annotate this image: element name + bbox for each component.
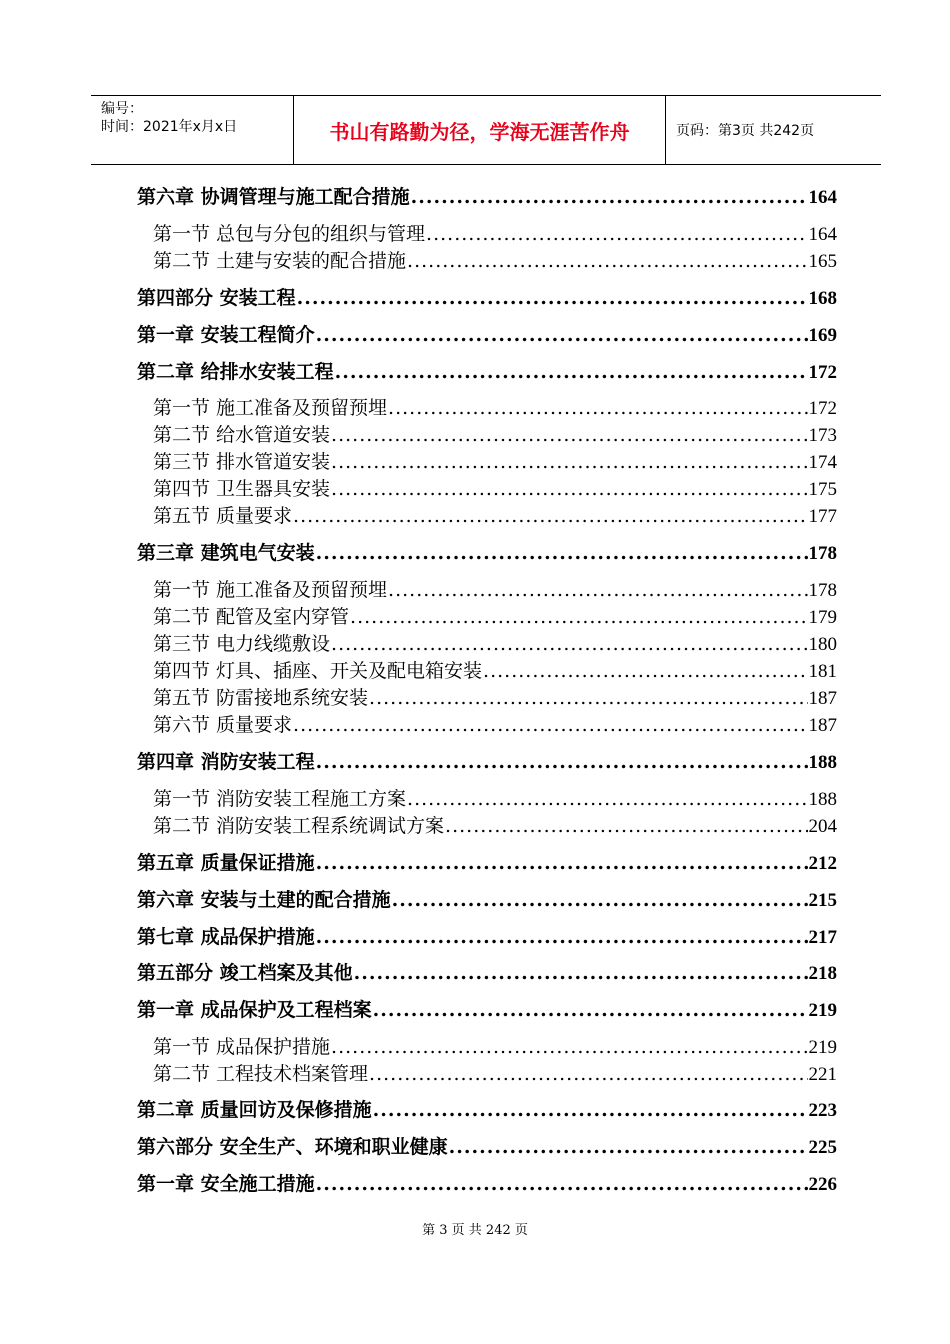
toc-chapter-entry[interactable] — [137, 1132, 837, 1159]
toc-section-entry[interactable] — [137, 784, 837, 811]
toc-entry-title: 第一节 消防安装工程施工方案 — [153, 788, 407, 810]
toc-entry-title: 第六章 安装与土建的配合措施 — [137, 889, 391, 911]
toc-chapter-entry[interactable] — [137, 922, 837, 949]
toc-chapter-entry[interactable] — [137, 747, 837, 774]
toc-leader-dots — [426, 223, 807, 245]
toc-entry-page: 219 — [808, 1037, 837, 1058]
toc-entry-title: 第六节 质量要求 — [153, 714, 293, 736]
page-header — [91, 95, 881, 165]
toc-leader-dots — [373, 1099, 808, 1121]
toc-entry-title: 第五章 质量保证措施 — [137, 852, 315, 874]
toc-entry-page: 218 — [808, 963, 837, 984]
toc-chapter-entry[interactable] — [137, 357, 837, 384]
toc-leader-dots — [331, 451, 807, 473]
toc-entry-title: 第五节 质量要求 — [153, 505, 293, 527]
toc-entry-page: 212 — [808, 853, 837, 874]
toc-entry-page: 219 — [808, 1000, 837, 1021]
toc-leader-dots — [369, 1063, 807, 1085]
toc-section-entry[interactable] — [137, 656, 837, 683]
toc-chapter-entry[interactable] — [137, 320, 837, 347]
toc-section-entry[interactable] — [137, 683, 837, 710]
toc-section-entry[interactable] — [137, 447, 837, 474]
toc-leader-dots — [331, 1036, 807, 1058]
toc-section-entry[interactable] — [137, 811, 837, 838]
toc-entry-title: 第一节 成品保护措施 — [153, 1036, 331, 1058]
toc-leader-dots — [297, 287, 808, 309]
toc-entry-title: 第二章 质量回访及保修措施 — [137, 1099, 372, 1121]
toc-entry-title: 第三节 排水管道安装 — [153, 451, 331, 473]
toc-section-entry[interactable] — [137, 474, 837, 501]
toc-leader-dots — [316, 324, 808, 346]
toc-entry-page: 172 — [808, 362, 837, 383]
toc-entry-title: 第五部分 竣工档案及其他 — [137, 962, 353, 984]
toc-entry-page: 223 — [808, 1100, 837, 1121]
toc-entry-title: 第二节 配管及室内穿管 — [153, 606, 350, 628]
toc-entry-title: 第一章 安装工程简介 — [137, 324, 315, 346]
toc-entry-title: 第二节 给水管道安装 — [153, 424, 331, 446]
toc-leader-dots — [293, 714, 807, 736]
toc-leader-dots — [388, 579, 807, 601]
toc-entry-page: 177 — [808, 506, 837, 527]
toc-entry-title: 第一节 施工准备及预留预埋 — [153, 397, 388, 419]
header-motto — [294, 96, 666, 164]
toc-entry-title: 第一章 安全施工措施 — [137, 1173, 315, 1195]
toc-entry-page: 179 — [808, 607, 837, 628]
toc-entry-page: 188 — [808, 752, 837, 773]
toc-entry-page: 172 — [808, 398, 837, 419]
toc-chapter-entry[interactable] — [137, 885, 837, 912]
toc-section-entry[interactable] — [137, 710, 837, 737]
header-page-label: 页码：第3页 共242页 — [676, 123, 815, 139]
header-page-info — [666, 96, 881, 164]
toc-leader-dots — [354, 962, 808, 984]
toc-entry-title: 第六部分 安全生产、环境和职业健康 — [137, 1136, 448, 1158]
toc-entry-title: 第四节 卫生器具安装 — [153, 478, 331, 500]
toc-entry-page: 187 — [808, 688, 837, 709]
toc-entry-page: 168 — [808, 288, 837, 309]
toc-section-entry[interactable] — [137, 501, 837, 528]
toc-entry-page: 187 — [808, 715, 837, 736]
header-time-label: 时间：2021年x月x日 — [101, 119, 238, 135]
toc-entry-page: 226 — [808, 1174, 837, 1195]
toc-leader-dots — [293, 505, 807, 527]
toc-entry-title: 第三章 建筑电气安装 — [137, 542, 315, 564]
toc-entry-page: 164 — [808, 224, 837, 245]
toc-entry-page: 188 — [808, 789, 837, 810]
toc-entry-title: 第四节 灯具、插座、开关及配电箱安装 — [153, 660, 483, 682]
toc-entry-title: 第二节 土建与安装的配合措施 — [153, 250, 407, 272]
toc-entry-title: 第二节 工程技术档案管理 — [153, 1063, 369, 1085]
toc-section-entry[interactable] — [137, 420, 837, 447]
toc-entry-page: 169 — [808, 325, 837, 346]
toc-leader-dots — [316, 751, 808, 773]
toc-leader-dots — [335, 361, 808, 383]
toc-section-entry[interactable] — [137, 629, 837, 656]
toc-leader-dots — [392, 889, 808, 911]
toc-leader-dots — [388, 397, 807, 419]
toc-leader-dots — [331, 633, 807, 655]
toc-leader-dots — [316, 852, 808, 874]
header-motto-text: 书山有路勤为径，学海无涯苦作舟 — [329, 119, 630, 144]
page-footer: 第 3 页 共 242 页 — [422, 1223, 528, 1238]
toc-leader-dots — [316, 1173, 808, 1195]
toc-entry-page: 217 — [808, 927, 837, 948]
toc-leader-dots — [445, 815, 807, 837]
toc-chapter-entry[interactable] — [137, 995, 837, 1022]
toc-entry-page: 164 — [808, 187, 837, 208]
toc-entry-page: 175 — [808, 479, 837, 500]
header-number-label: 编号： — [101, 101, 143, 117]
toc-entry-page: 178 — [808, 543, 837, 564]
toc-entry-title: 第三节 电力线缆敷设 — [153, 633, 331, 655]
toc-entry-title: 第一节 施工准备及预留预埋 — [153, 579, 388, 601]
toc-leader-dots — [331, 478, 807, 500]
header-meta — [91, 96, 294, 164]
toc-section-entry[interactable] — [137, 575, 837, 602]
toc-entry-title: 第四部分 安装工程 — [137, 287, 296, 309]
toc-section-entry[interactable] — [137, 219, 837, 246]
toc-entry-title: 第一节 总包与分包的组织与管理 — [153, 223, 426, 245]
toc-entry-title: 第四章 消防安装工程 — [137, 751, 315, 773]
toc-entry-page: 165 — [808, 251, 837, 272]
toc-entry-page: 173 — [808, 425, 837, 446]
toc-section-entry[interactable] — [137, 602, 837, 629]
toc-chapter-entry[interactable] — [137, 538, 837, 565]
toc-leader-dots — [411, 186, 808, 208]
toc-leader-dots — [316, 542, 808, 564]
toc-section-entry[interactable] — [137, 1032, 837, 1059]
toc-leader-dots — [316, 926, 808, 948]
toc-chapter-entry[interactable] — [137, 958, 837, 985]
toc-entry-page: 221 — [808, 1064, 837, 1085]
toc-section-entry[interactable] — [137, 393, 837, 420]
toc-entry-title: 第一章 成品保护及工程档案 — [137, 999, 372, 1021]
toc-leader-dots — [350, 606, 807, 628]
toc-chapter-entry[interactable] — [137, 1095, 837, 1122]
toc-chapter-entry[interactable] — [137, 283, 837, 310]
toc-section-entry[interactable] — [137, 246, 837, 273]
toc-leader-dots — [369, 687, 807, 709]
toc-entry-title: 第六章 协调管理与施工配合措施 — [137, 186, 410, 208]
toc-entry-page: 181 — [808, 661, 837, 682]
toc-section-entry[interactable] — [137, 1059, 837, 1086]
toc-entry-page: 204 — [808, 816, 837, 837]
toc-entry-title: 第二节 消防安装工程系统调试方案 — [153, 815, 445, 837]
toc-entry-title: 第二章 给排水安装工程 — [137, 361, 334, 383]
toc-entry-page: 178 — [808, 580, 837, 601]
toc-entry-title: 第五节 防雷接地系统安装 — [153, 687, 369, 709]
toc-entry-page: 180 — [808, 634, 837, 655]
toc-chapter-entry[interactable] — [137, 848, 837, 875]
toc-leader-dots — [483, 660, 807, 682]
toc-leader-dots — [331, 424, 807, 446]
toc-leader-dots — [407, 788, 807, 810]
toc-entry-title: 第七章 成品保护措施 — [137, 926, 315, 948]
toc-chapter-entry[interactable] — [137, 1169, 837, 1196]
toc-entry-page: 215 — [808, 890, 837, 911]
toc-entry-page: 174 — [808, 452, 837, 473]
toc-leader-dots — [449, 1136, 808, 1158]
toc-leader-dots — [407, 250, 807, 272]
toc-chapter-entry[interactable] — [137, 182, 837, 209]
toc-entry-page: 225 — [808, 1137, 837, 1158]
toc-leader-dots — [373, 999, 808, 1021]
